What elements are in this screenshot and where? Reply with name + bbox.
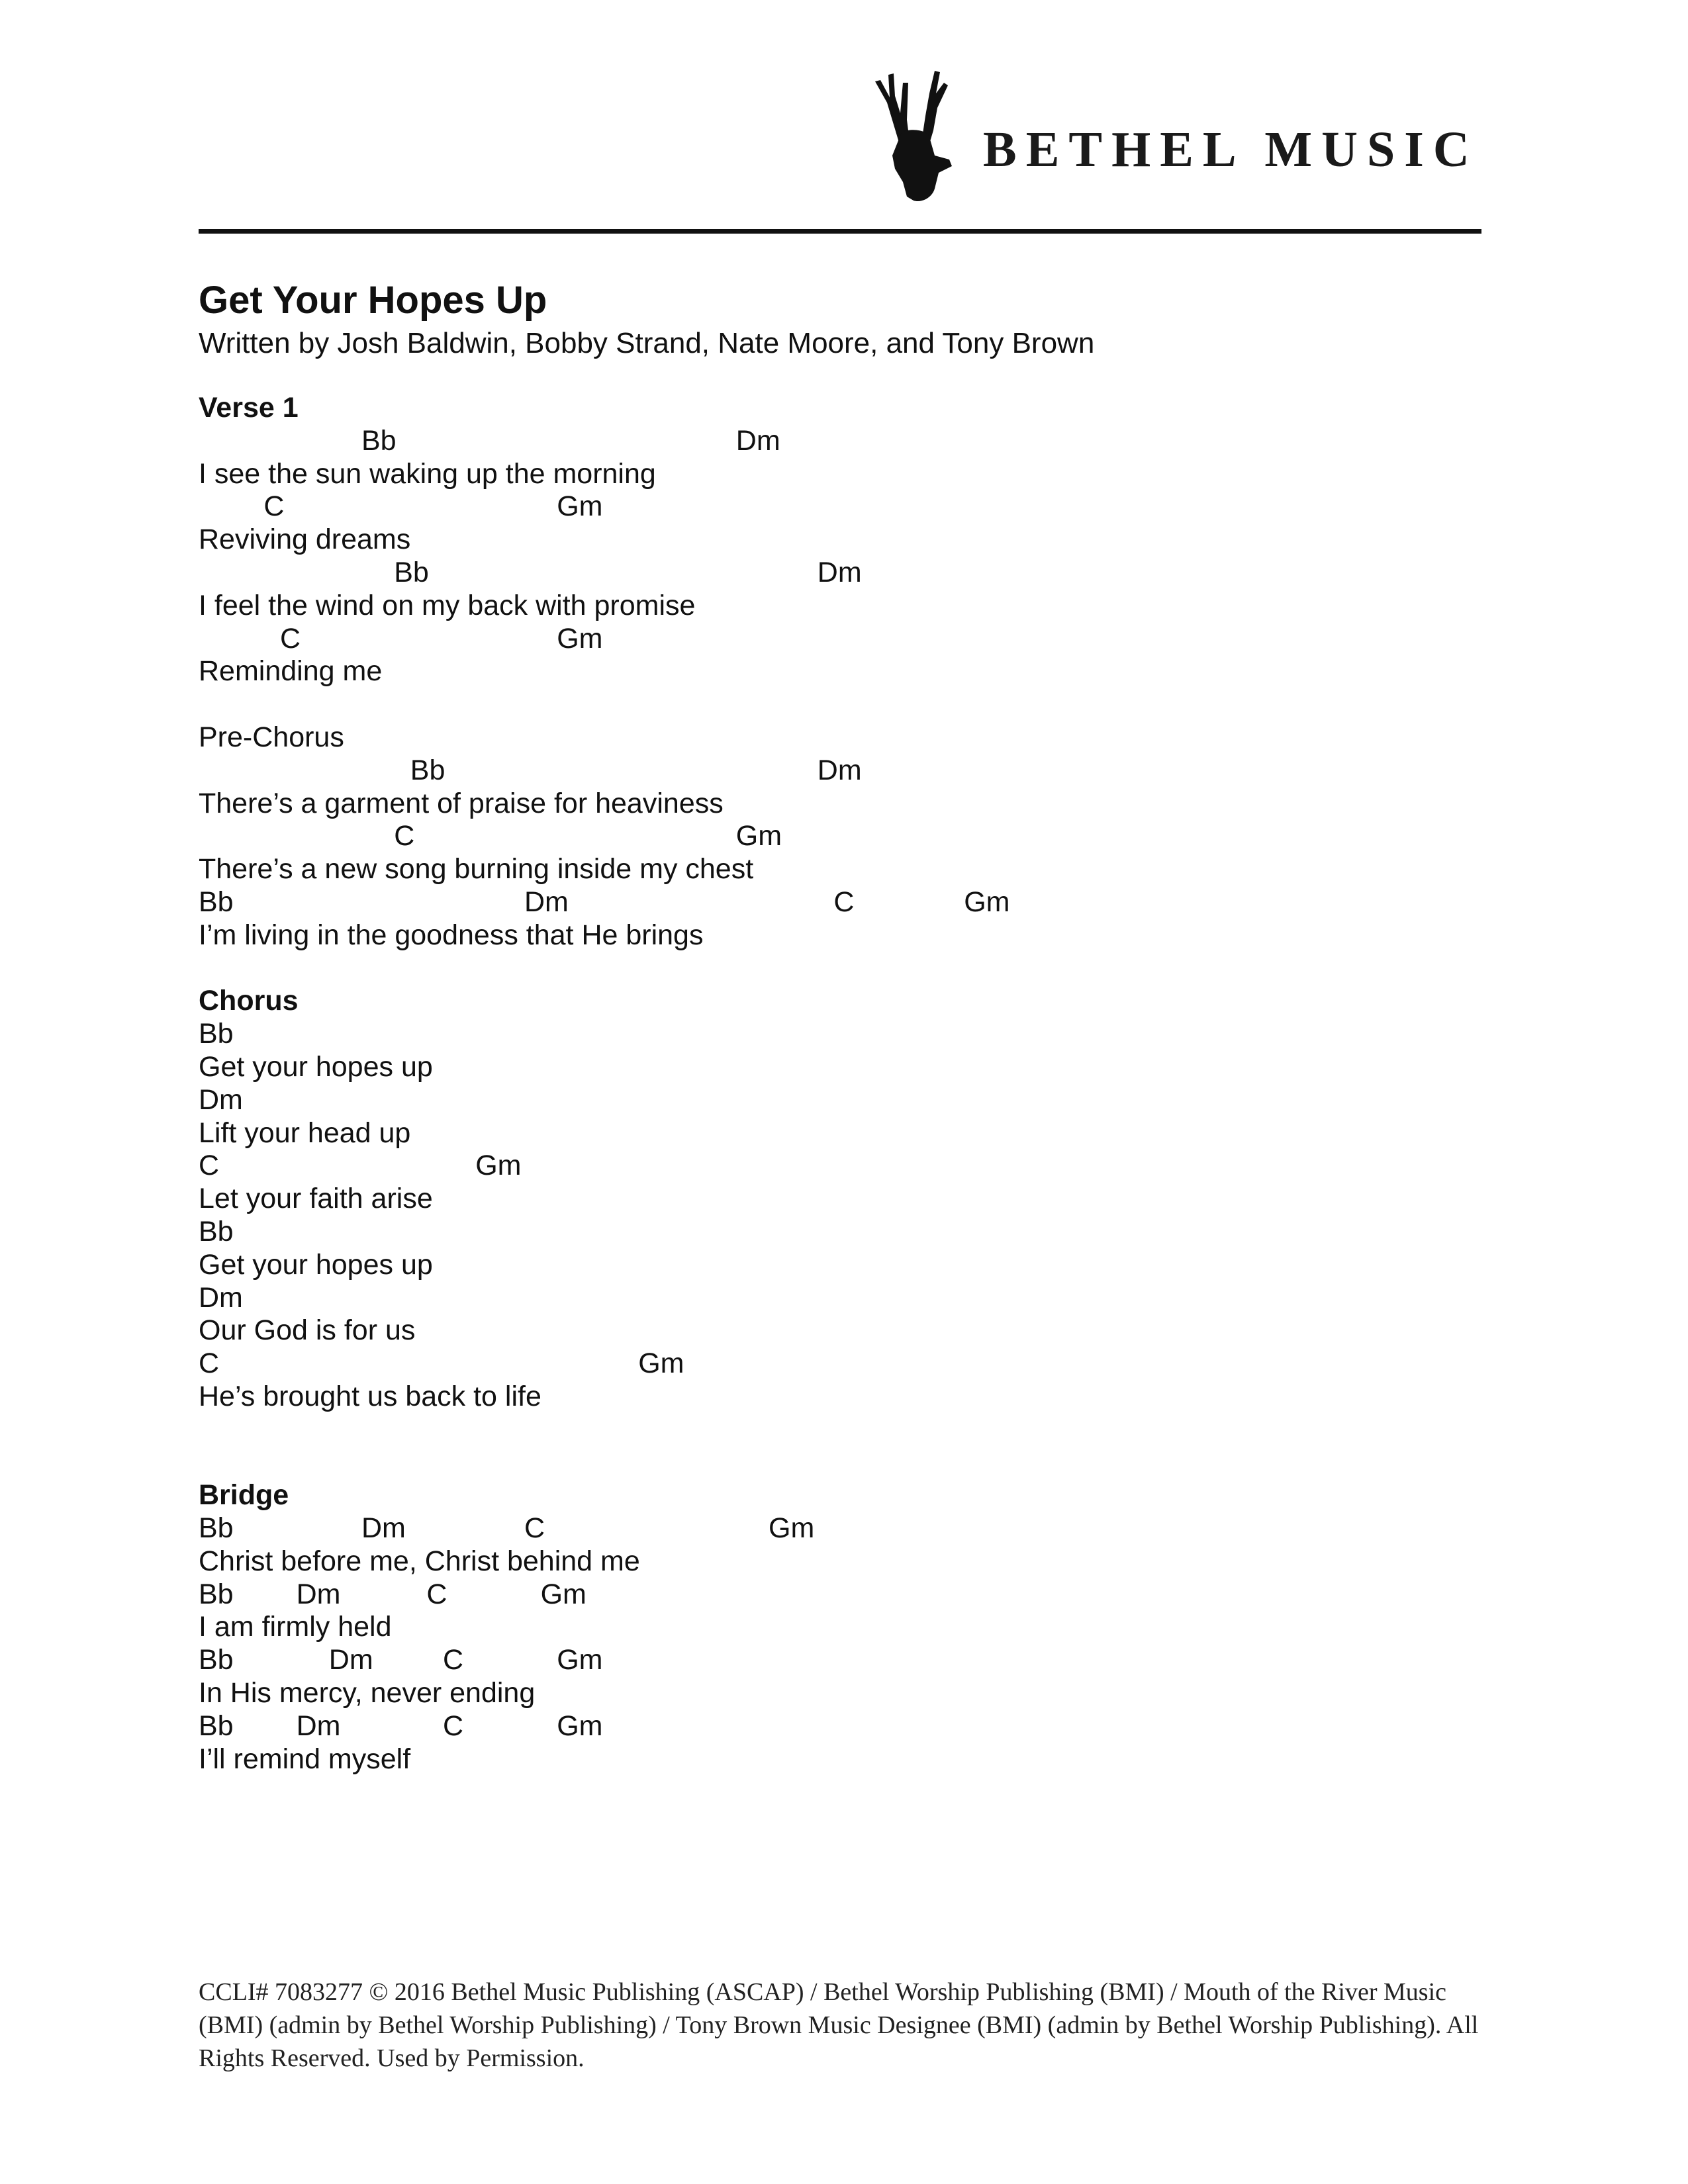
- copyright-footer: CCLI# 7083277 © 2016 Bethel Music Publishing (ASCAP) / Bethel Worship Publishing (BMI) / Mouth of the River Music (BMI) (admin by Bethel Worship Publishing) / Tony Brown Music Designee (BMI) (admin by Bethel Worship Publishing). All Rights Reserved. Used by Permission.: [199, 1978, 1479, 2072]
- chord: Gm: [557, 1644, 603, 1676]
- lyric-line: I’m living in the goodness that He brings: [199, 919, 704, 951]
- chord: Bb: [410, 754, 445, 786]
- chord: C: [833, 886, 855, 918]
- chord-row: [199, 623, 1456, 656]
- chord: Gm: [557, 1709, 603, 1742]
- lyric-line: Lift your head up: [199, 1116, 411, 1149]
- lyric-line: Reviving dreams: [199, 523, 411, 556]
- chord-row: [199, 1216, 1456, 1249]
- chord: Gm: [475, 1150, 522, 1182]
- chord: C: [426, 1578, 447, 1610]
- chord: Bb: [199, 1018, 234, 1050]
- chord: Bb: [361, 424, 397, 457]
- chord: Dm: [817, 556, 862, 588]
- chord: C: [263, 490, 285, 523]
- chord-row: [199, 425, 1456, 458]
- chord: Gm: [769, 1512, 815, 1545]
- song-title: Get Your Hopes Up: [199, 279, 547, 322]
- deer-head-icon: [861, 56, 980, 208]
- chord-row: [199, 1644, 1456, 1677]
- section-verse-1: [199, 392, 1456, 688]
- chord: Bb: [199, 1215, 234, 1248]
- song-body: [199, 392, 1456, 1809]
- lyric-line: In His mercy, never ending: [199, 1677, 536, 1709]
- chord: Bb: [199, 1578, 234, 1610]
- lyric-line: Our God is for us: [199, 1314, 416, 1347]
- lyric-line: Let your faith arise: [199, 1183, 433, 1215]
- chord-row: [199, 490, 1456, 523]
- section-heading: Pre-Chorus: [199, 721, 344, 753]
- section-chorus: [199, 985, 1456, 1413]
- chord: Gm: [964, 886, 1010, 918]
- chord-row: [199, 754, 1456, 788]
- chord: Dm: [199, 1083, 243, 1116]
- lyric-line: I’ll remind myself: [199, 1743, 411, 1775]
- chord: Gm: [540, 1578, 586, 1610]
- chord: Bb: [199, 1512, 234, 1545]
- chord: Gm: [735, 820, 782, 852]
- chord-row: [199, 1710, 1456, 1743]
- chord-row: [199, 820, 1456, 853]
- chord-row: [199, 1347, 1456, 1381]
- chord-row: [199, 1578, 1456, 1612]
- chord: Bb: [199, 886, 234, 918]
- brand-name: BETHEL MUSIC: [983, 122, 1479, 177]
- chord: Dm: [524, 886, 569, 918]
- chord: Dm: [361, 1512, 406, 1545]
- chord: Dm: [296, 1578, 341, 1610]
- chord: Gm: [557, 490, 603, 523]
- lyric-line: Christ before me, Christ behind me: [199, 1545, 640, 1577]
- lyric-line: There’s a new song burning inside my chest: [199, 853, 754, 886]
- section-heading: Bridge: [199, 1479, 289, 1512]
- chord: C: [280, 622, 301, 655]
- song-writers: Written by Josh Baldwin, Bobby Strand, Nate Moore, and Tony Brown: [199, 327, 1095, 359]
- bethel-music-brand: [861, 56, 1483, 208]
- chord: Dm: [296, 1709, 341, 1742]
- lyric-line: He’s brought us back to life: [199, 1380, 541, 1412]
- section-heading: Verse 1: [199, 392, 299, 424]
- chord: C: [443, 1644, 464, 1676]
- chord-row: [199, 886, 1456, 919]
- section-pre-chorus: [199, 721, 1456, 952]
- chord: Gm: [638, 1347, 684, 1380]
- chord: Dm: [328, 1644, 373, 1676]
- chord-row: [199, 1018, 1456, 1051]
- chord: Bb: [199, 1644, 234, 1676]
- chord-row: [199, 1150, 1456, 1183]
- chord-row: [199, 1282, 1456, 1315]
- chord: C: [199, 1150, 220, 1182]
- lyric-line: I see the sun waking up the morning: [199, 457, 656, 490]
- lyric-line: Reminding me: [199, 655, 383, 688]
- lyric-line: Get your hopes up: [199, 1050, 433, 1083]
- header-divider: [199, 229, 1481, 234]
- section-heading: Chorus: [199, 985, 299, 1017]
- chord: Bb: [199, 1709, 234, 1742]
- chord: C: [394, 820, 415, 852]
- chord: C: [443, 1709, 464, 1742]
- lyric-line: There’s a garment of praise for heaviness: [199, 787, 724, 819]
- chord: C: [199, 1347, 220, 1380]
- lyric-line: I am firmly held: [199, 1611, 392, 1643]
- chord: Dm: [817, 754, 862, 786]
- chord-row: [199, 557, 1456, 590]
- chord: Gm: [557, 622, 603, 655]
- chord: C: [524, 1512, 545, 1545]
- chord: Dm: [735, 424, 780, 457]
- lyric-line: Get your hopes up: [199, 1248, 433, 1281]
- chord-row: [199, 1512, 1456, 1545]
- section-bridge: [199, 1479, 1456, 1776]
- chord: Bb: [394, 556, 429, 588]
- lyric-line: I feel the wind on my back with promise: [199, 589, 696, 621]
- chord-row: [199, 1084, 1456, 1117]
- chord: Dm: [199, 1281, 243, 1314]
